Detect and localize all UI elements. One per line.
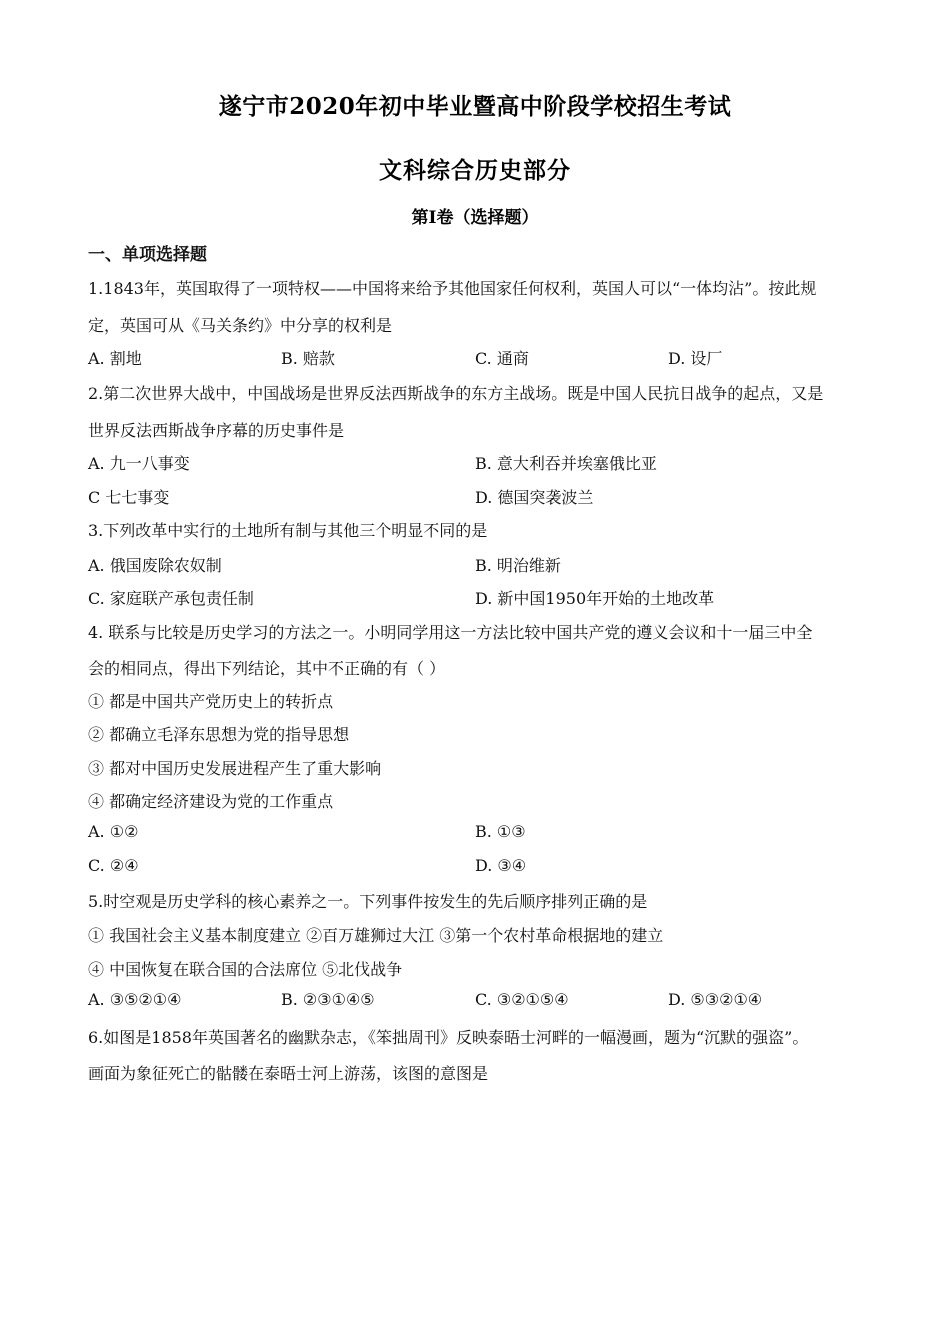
q4-option-a: A. ①② [88,822,139,841]
q1-option-c: C. 通商 [475,349,529,368]
section-heading: 一、单项选择题 [88,245,207,265]
q4-item-3: ③ 都对中国历史发展进程产生了重大影响 [88,759,382,778]
q2-option-b: B. 意大利吞并埃塞俄比亚 [475,454,657,473]
q2-option-c: C 七七事变 [88,488,170,507]
question-3-line-1: 3.下列改革中实行的土地所有制与其他三个明显不同的是 [88,521,488,540]
q1-option-d: D. 设厂 [668,349,723,368]
q5-option-c: C. ③②①⑤④ [475,990,569,1009]
q4-option-d: D. ③④ [475,856,527,875]
question-2-line-2: 世界反法西斯战争序幕的历史事件是 [88,421,345,440]
q5-option-a: A. ③⑤②①④ [88,990,182,1009]
question-6-line-2: 画面为象征死亡的骷髅在泰晤士河上游荡，该图的意图是 [88,1064,489,1083]
question-4-line-1: 4. 联系与比较是历史学习的方法之一。小明同学用这一方法比较中国共产党的遵义会议和十一届三中全 [88,623,813,642]
q4-item-4: ④ 都确定经济建设为党的工作重点 [88,792,334,811]
question-1-line-1: 1.1843年，英国取得了一项特权——中国将来给予其他国家任何权利，英国人可以“一体均沾”。按此规 [88,279,817,298]
q3-option-b: B. 明治维新 [475,556,561,575]
question-5-line-3: ④ 中国恢复在联合国的合法席位 ⑤北伐战争 [88,960,403,979]
exam-subtitle: 文科综合历史部分 [379,157,571,184]
volume-heading: 第Ⅰ卷（选择题） [411,208,539,228]
question-5-line-2: ① 我国社会主义基本制度建立 ②百万雄狮过大江 ③第一个农村革命根据地的建立 [88,926,664,945]
exam-title: 遂宁市2020年初中毕业暨高中阶段学校招生考试 [218,93,732,120]
q2-option-d: D. 德国突袭波兰 [475,488,594,507]
q3-option-d: D. 新中国1950年开始的土地改革 [475,589,715,608]
q4-item-1: ① 都是中国共产党历史上的转折点 [88,692,334,711]
q1-option-a: A. 割地 [88,349,142,368]
q3-option-c: C. 家庭联产承包责任制 [88,589,254,608]
q5-option-d: D. ⑤③②①④ [668,990,763,1009]
q3-option-a: A. 俄国废除农奴制 [88,556,222,575]
q2-option-a: A. 九一八事变 [88,454,190,473]
q1-option-b: B. 赔款 [281,349,335,368]
q4-item-2: ② 都确立毛泽东思想为党的指导思想 [88,725,350,744]
question-6-line-1: 6.如图是1858年英国著名的幽默杂志，《笨拙周刊》反映泰晤士河畔的一幅漫画，题为“沉默的强盗”。 [88,1028,809,1047]
question-1-line-2: 定，英国可从《马关条约》中分享的权利是 [88,316,393,335]
question-4-line-2: 会的相同点，得出下列结论，其中不正确的有（ ） [88,659,446,678]
q4-option-c: C. ②④ [88,856,139,875]
q5-option-b: B. ②③①④⑤ [281,990,375,1009]
question-2-line-1: 2.第二次世界大战中，中国战场是世界反法西斯战争的东方主战场。既是中国人民抗日战争的起点，又是 [88,384,824,403]
question-5-line-1: 5.时空观是历史学科的核心素养之一。下列事件按发生的先后顺序排列正确的是 [88,892,648,911]
q4-option-b: B. ①③ [475,822,526,841]
